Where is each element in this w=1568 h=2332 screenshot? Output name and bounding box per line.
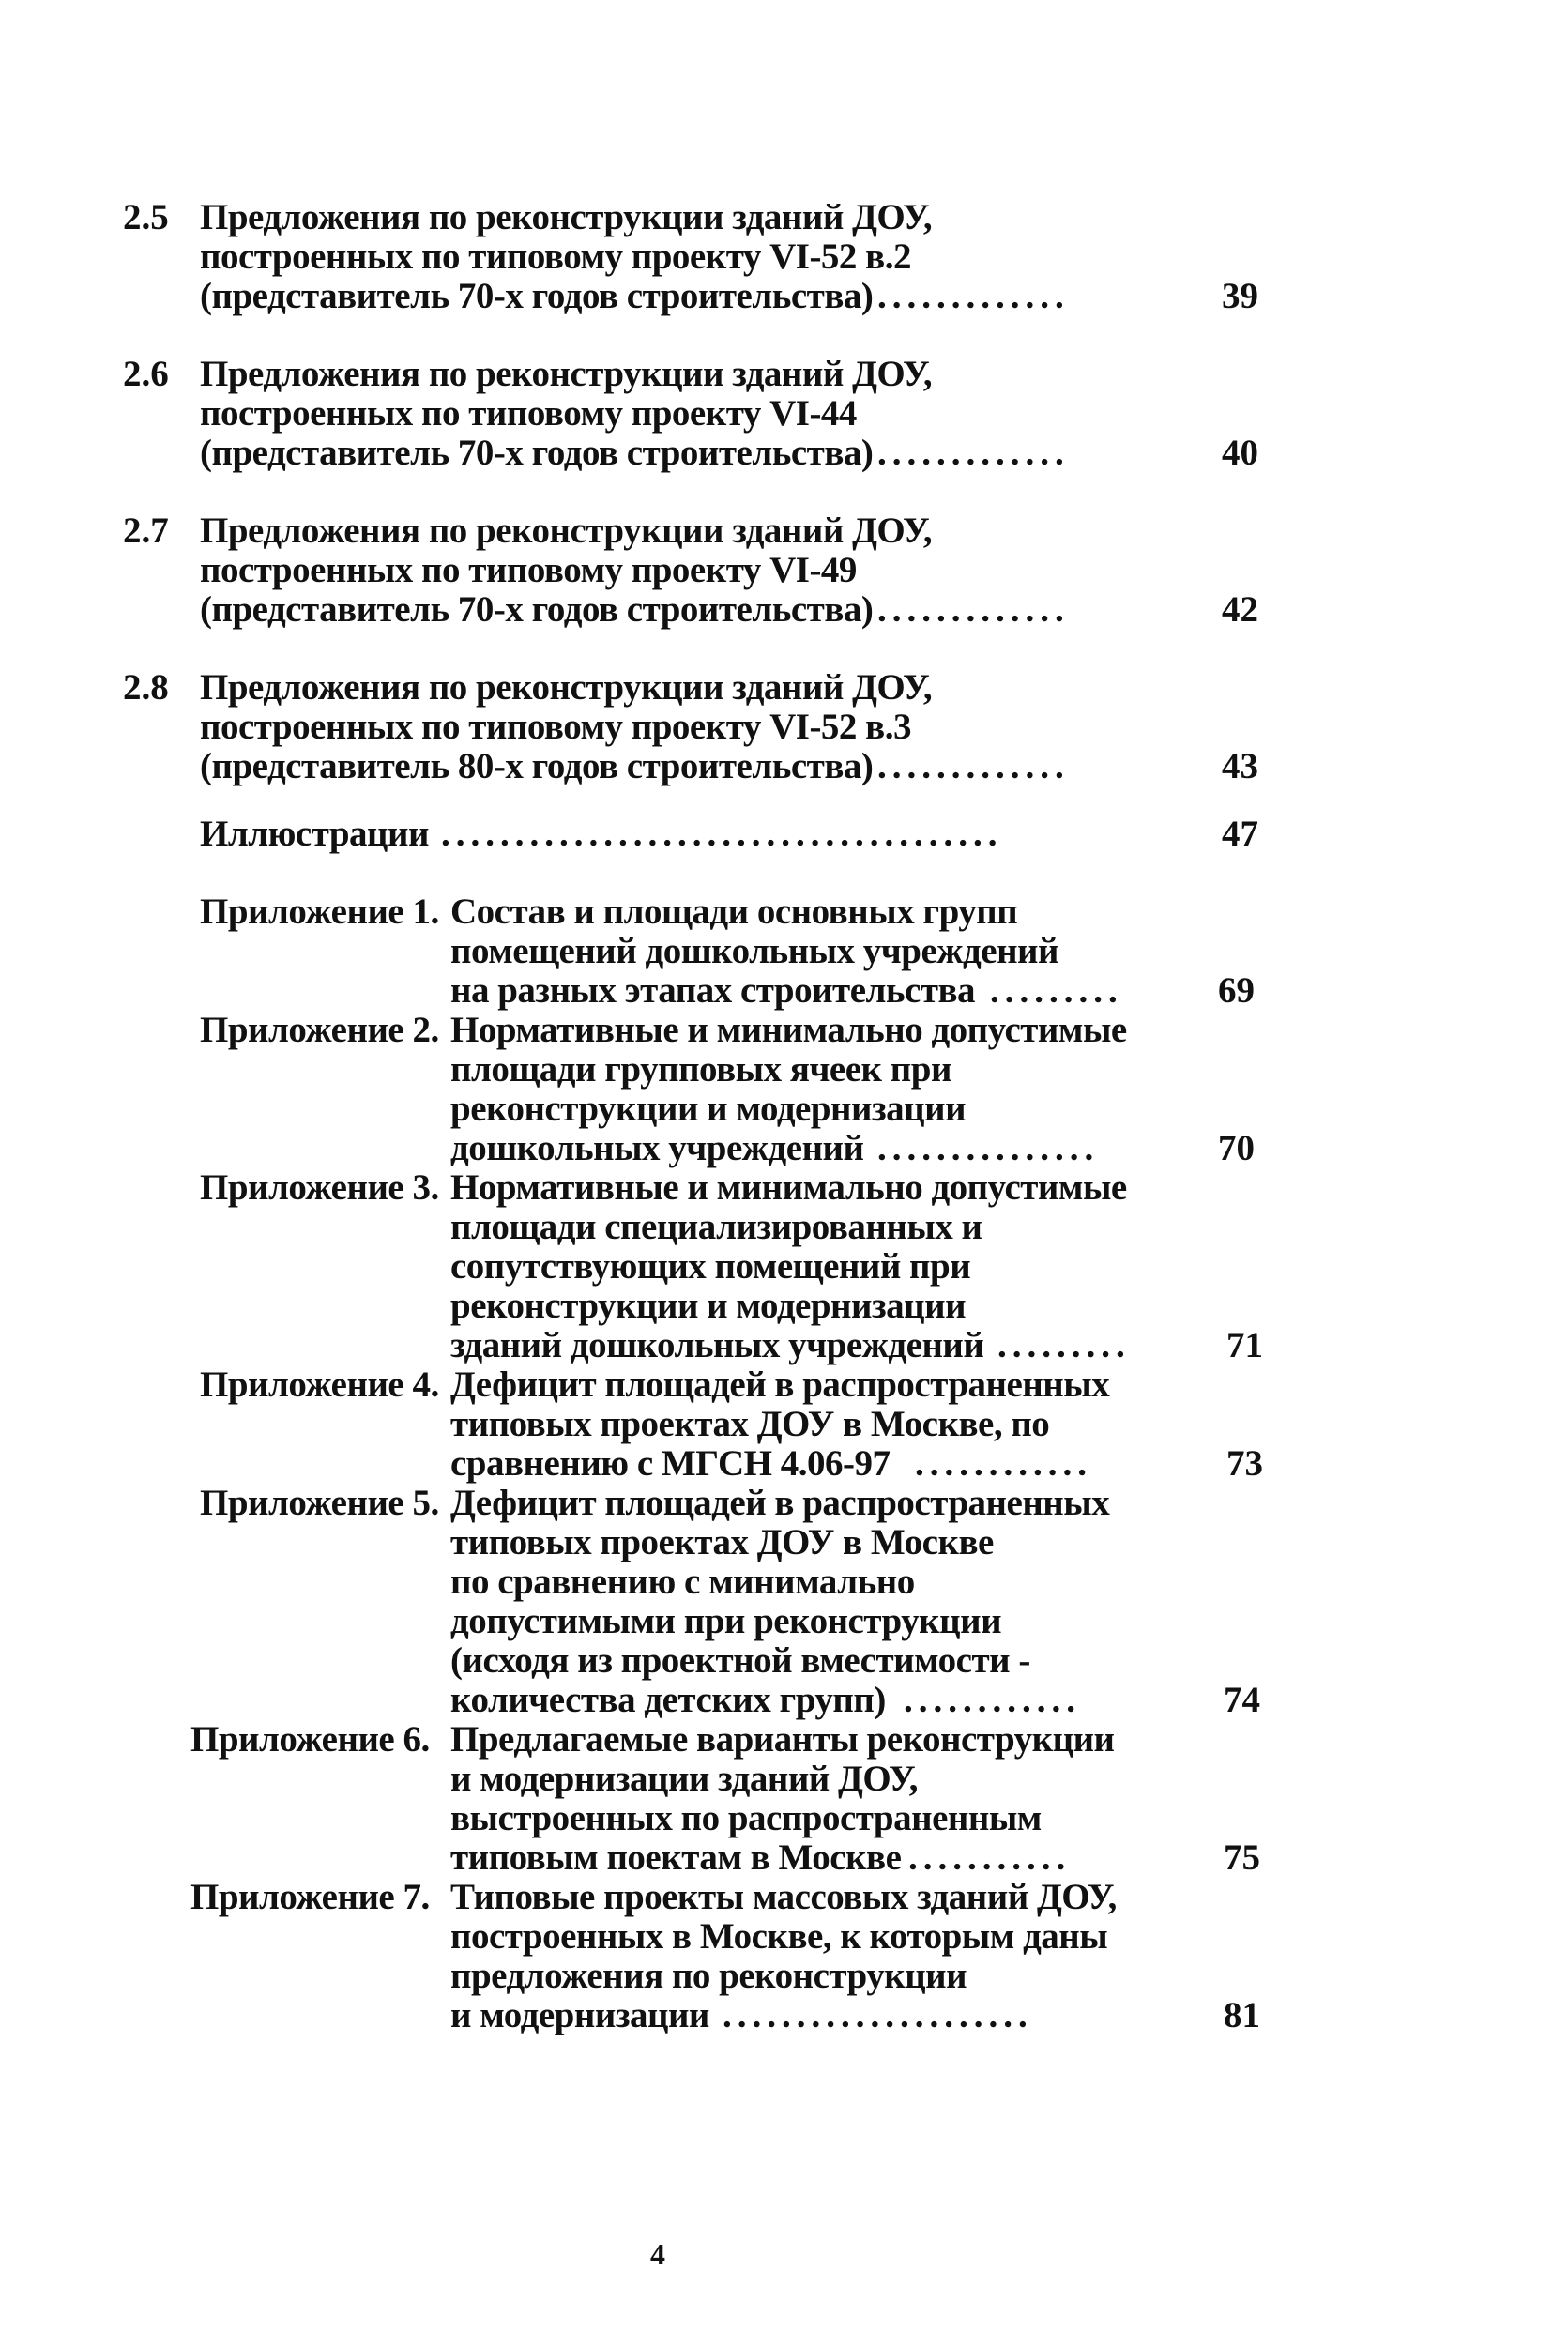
page-reference: 40 [1222,433,1258,473]
appendix-title-line: (исходя из проектной вместимости - [450,1640,1030,1681]
section-number: 2.6 [123,354,169,394]
section-title-line: (представитель 70-х годов строительства) [200,589,874,630]
appendix-label: Приложение 5. [200,1483,439,1523]
appendix-title-line: выстроенных по распространенным [450,1798,1042,1838]
page-reference: 70 [1218,1128,1255,1168]
section-title-line: построенных по типовому проекту VI-44 [200,393,857,434]
appendix-title-line: Дефицит площадей в распространенных [450,1483,1110,1523]
appendix-title-line: Предлагаемые варианты реконструкции [450,1719,1115,1760]
appendix-title-line: сопутствующих помещений при [450,1246,971,1287]
appendix-title-line: Нормативные и минимально допустимые [450,1167,1127,1208]
section-title-line: Предложения по реконструкции зданий ДОУ, [200,511,933,551]
appendix-label: Приложение 4. [200,1364,439,1405]
appendix-title-line: количества детских групп) [450,1680,886,1720]
leader-dots: ............. [877,276,1070,316]
appendix-title-line: реконструкции и модернизации [450,1286,967,1326]
section-title-line: построенных по типовому проекту VI-52 в.2 [200,236,911,277]
appendix-title-line: на разных этапах строительства [450,970,976,1011]
appendix-label: Приложение 6. [190,1719,430,1760]
appendix-title-line: построенных в Москве, к которым даны [450,1916,1108,1957]
leader-dots: ............ [904,1680,1081,1720]
leader-dots: ........... [908,1837,1072,1878]
leader-dots: ......... [997,1325,1131,1365]
section-title-line: (представитель 80-х годов строительства) [200,746,874,786]
appendix-title-line: дошкольных учреждений [450,1128,864,1168]
leader-dots: ......... [990,970,1123,1011]
appendix-title-line: и модернизации зданий ДОУ, [450,1759,918,1799]
appendix-title-line: помещений дошкольных учреждений [450,931,1058,971]
page-reference: 47 [1222,814,1258,854]
appendix-label: Приложение 2. [200,1010,439,1050]
appendix-title-line: и модернизации [450,1995,709,2035]
page-reference: 81 [1224,1995,1260,2035]
section-title-line: Предложения по реконструкции зданий ДОУ, [200,667,933,708]
section-title-line: Предложения по реконструкции зданий ДОУ, [200,197,933,237]
appendix-title-line: Дефицит площадей в распространенных [450,1364,1110,1405]
appendix-label: Приложение 1. [200,892,439,932]
appendix-title-line: зданий дошкольных учреждений [450,1325,984,1365]
page-reference: 39 [1222,276,1258,316]
page-reference: 69 [1218,970,1255,1011]
appendix-label: Приложение 3. [200,1167,439,1208]
appendix-label: Приложение 7. [190,1877,430,1917]
leader-dots: ...................................... [441,814,1003,854]
appendix-title-line: сравнению с МГСН 4.06-97 [450,1443,891,1484]
section-title-line: Предложения по реконструкции зданий ДОУ, [200,354,933,394]
appendix-title-line: по сравнению с минимально [450,1562,915,1602]
section-number: 2.5 [123,197,169,237]
leader-dots: ............. [877,589,1070,630]
leader-dots: ............. [877,433,1070,473]
page-reference: 43 [1222,746,1258,786]
appendix-title-line: типовым поектам в Москве [450,1837,902,1878]
appendix-title-line: Состав и площади основных групп [450,892,1018,932]
appendix-title-line: допустимыми при реконструкции [450,1601,1002,1641]
appendix-title-line: предложения по реконструкции [450,1956,967,1996]
appendix-title-line: площади групповых ячеек при [450,1049,951,1090]
section-title-line: (представитель 70-х годов строительства) [200,433,874,473]
section-number: 2.8 [123,667,169,708]
page-reference: 73 [1226,1443,1263,1484]
appendix-title-line: Нормативные и минимально допустимые [450,1010,1127,1050]
leader-dots: ............. [877,746,1070,786]
page-reference: 74 [1224,1680,1260,1720]
appendix-title-line: реконструкции и модернизации [450,1089,967,1129]
leader-dots: ............... [877,1128,1100,1168]
page-reference: 42 [1222,589,1258,630]
page-number: 4 [650,2237,665,2271]
section-number: 2.7 [123,511,169,551]
section-title-line: (представитель 70-х годов строительства) [200,276,874,316]
appendix-title-line: площади специализированных и [450,1207,982,1247]
appendix-title-line: Типовые проекты массовых зданий ДОУ, [450,1877,1117,1917]
page-reference: 75 [1224,1837,1260,1878]
leader-dots: ..................... [723,1995,1033,2035]
page-reference: 71 [1226,1325,1263,1365]
section-title-line: построенных по типовому проекту VI-52 в.3 [200,707,911,747]
appendix-title-line: типовых проектах ДОУ в Москве, по [450,1404,1050,1444]
illustrations-label: Иллюстрации [200,814,429,854]
appendix-title-line: типовых проектах ДОУ в Москве [450,1522,994,1562]
leader-dots: ............ [915,1443,1092,1484]
section-title-line: построенных по типовому проекту VI-49 [200,550,857,590]
